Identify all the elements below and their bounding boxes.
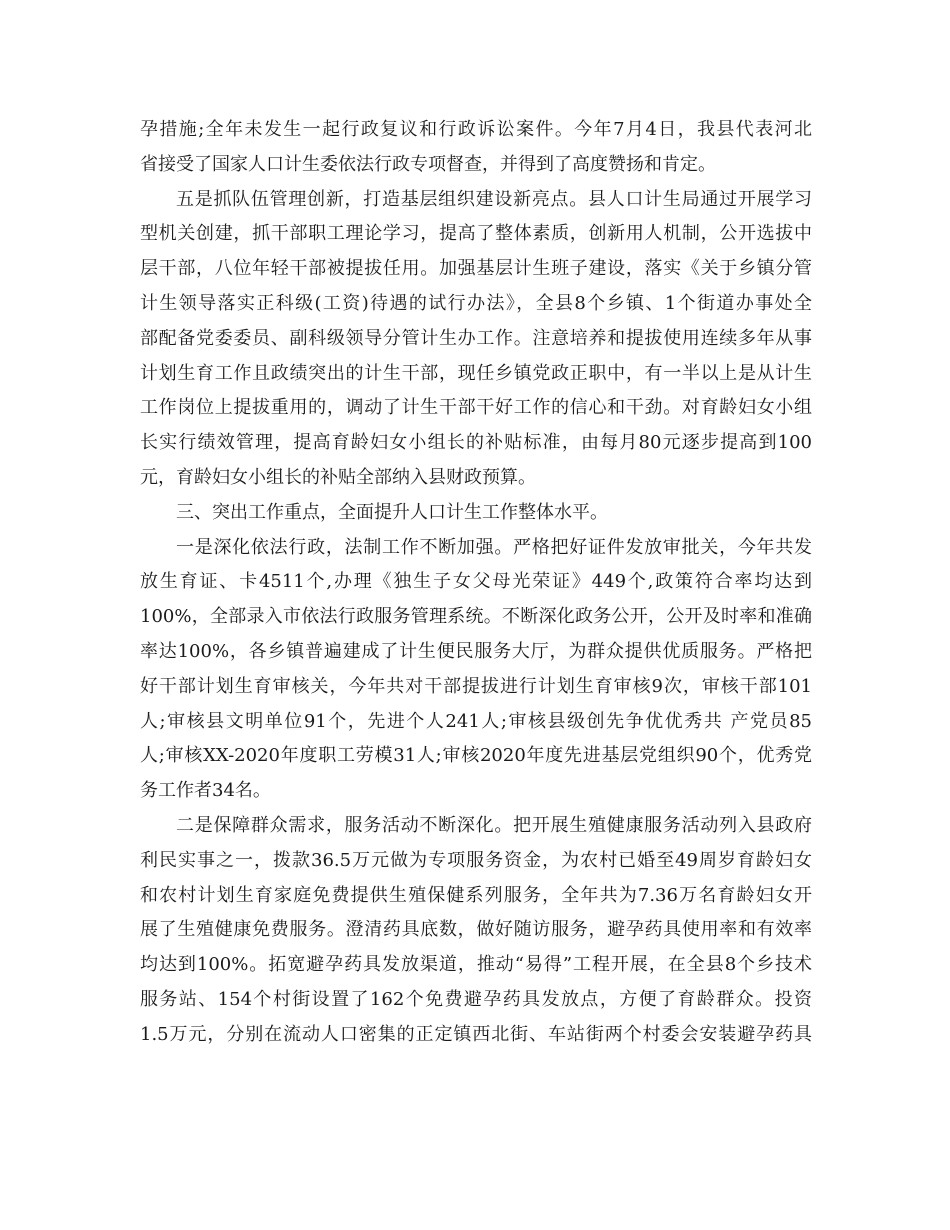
paragraph-first-line: 三、突出工作重点，全面提升人口计生工作整体水平。 bbox=[176, 501, 608, 523]
paragraph-line: 人;审核县文明单位91个，先进个人241人;审核县级创先争优优秀共 产党员85 bbox=[140, 710, 812, 732]
paragraph-line: 长实行绩效管理，提高育龄妇女小组长的补贴标准，由每月80元逐步提高到100 bbox=[140, 432, 812, 454]
paragraph-line: 率达100%，各乡镇普遍建成了计生便民服务大厅，为群众提供优质服务。严格把 bbox=[140, 640, 812, 662]
paragraph-line: 1.5万元，分别在流动人口密集的正定镇西北街、车站街两个村委会安装避孕药具 bbox=[140, 1023, 812, 1045]
paragraph-line: 计划生育工作且政绩突出的计生干部，现任乡镇党政正职中，有一半以上是从计生 bbox=[140, 362, 812, 384]
paragraph-line: 100%，全部录入市依法行政服务管理系统。不断深化政务公开，公开及时率和准确 bbox=[140, 606, 812, 628]
paragraph-line: 利民实事之一，拨款36.5万元做为专项服务资金，为农村已婚至49周岁育龄妇女 bbox=[140, 849, 812, 871]
paragraph-first-line: 二是保障群众需求，服务活动不断深化。把开展生殖健康服务活动列入县政府 bbox=[176, 814, 812, 836]
paragraph-line: 层干部，八位年轻干部被提拔任用。加强基层计生班子建设，落实《关于乡镇分管 bbox=[140, 258, 812, 280]
document-body bbox=[140, 113, 812, 1053]
paragraph-line: 均达到100%。拓宽避孕药具发放渠道，推动“易得”工程开展，在全县8个乡技术 bbox=[140, 954, 812, 976]
paragraph-line: 部配备党委委员、副科级领导分管计生办工作。注意培养和提拔使用连续多年从事 bbox=[140, 327, 812, 349]
paragraph-first-line: 五是抓队伍管理创新，打造基层组织建设新亮点。县人口计生局通过开展学习 bbox=[176, 188, 812, 210]
paragraph-line: 服务站、154个村街设置了162个免费避孕药具发放点，方便了育龄群众。投资 bbox=[140, 988, 812, 1010]
paragraph-line: 型机关创建，抓干部职工理论学习，提高了整体素质，创新用人机制，公开选拔中 bbox=[140, 223, 812, 245]
paragraph-line: 好干部计划生育审核关，今年共对干部提拔进行计划生育审核9次，审核干部101 bbox=[140, 675, 812, 697]
paragraph-line: 孕措施;全年未发生一起行政复议和行政诉讼案件。今年7月4日，我县代表河北 bbox=[140, 119, 812, 140]
paragraph-line: 省接受了国家人口计生委依法行政专项督查，并得到了高度赞扬和肯定。 bbox=[140, 153, 716, 175]
paragraph-line: 元，育龄妇女小组长的补贴全部纳入县财政预算。 bbox=[140, 466, 536, 488]
paragraph-line: 务工作者34名。 bbox=[140, 780, 271, 802]
paragraph-line: 工作岗位上提拔重用的，调动了计生干部干好工作的信心和干劲。对育龄妇女小组 bbox=[140, 397, 812, 419]
paragraph-line: 和农村计划生育家庭免费提供生殖保健系列服务，全年共为7.36万名育龄妇女开 bbox=[140, 884, 812, 906]
paragraph-line: 展了生殖健康免费服务。澄清药具底数，做好随访服务，避孕药具使用率和有效率 bbox=[140, 919, 812, 941]
paragraph-first-line: 一是深化依法行政，法制工作不断加强。严格把好证件发放审批关，今年共发 bbox=[176, 536, 812, 558]
paragraph-line: 计生领导落实正科级(工资)待遇的试行办法》，全县8个乡镇、1个街道办事处全 bbox=[140, 292, 812, 314]
paragraph-line: 放生育证、卡4511个,办理《独生子女父母光荣证》449个,政策符合率均达到 bbox=[140, 571, 812, 593]
paragraph-line: 人;审核XX-2020年度职工劳模31人;审核2020年度先进基层党组织90个，优秀党 bbox=[140, 745, 812, 767]
